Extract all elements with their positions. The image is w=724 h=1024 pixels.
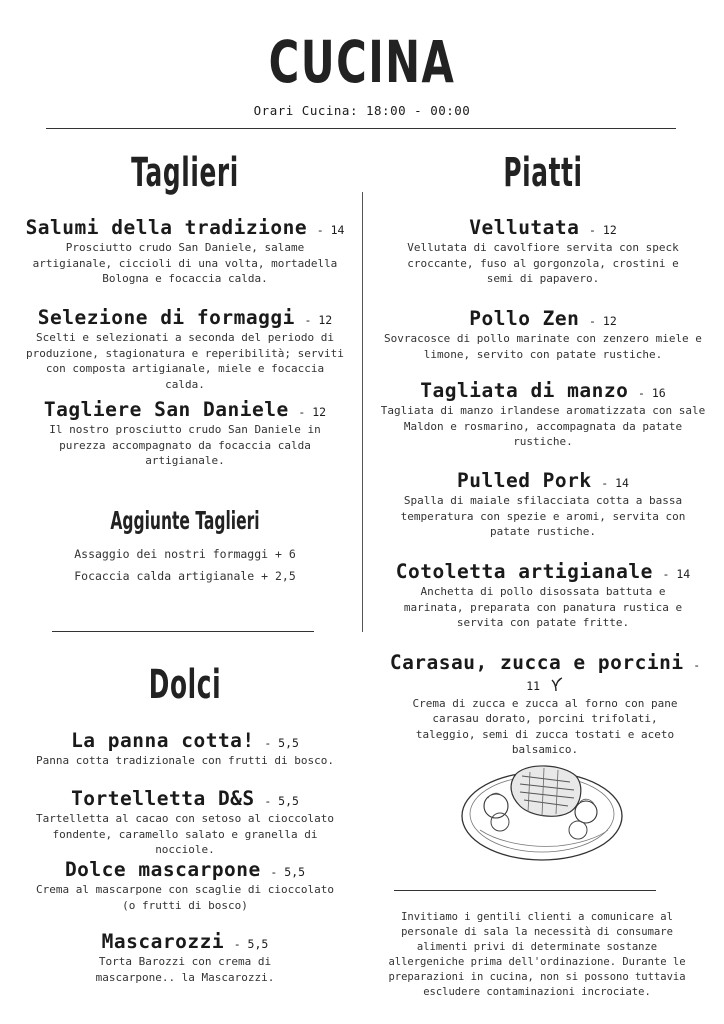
- menu-item: [22, 930, 348, 985]
- column-divider: [362, 192, 363, 632]
- menu-item: [22, 216, 348, 287]
- item-price: - 11: [526, 658, 701, 693]
- aggiunte-title: Aggiunte Taglieri: [110, 506, 260, 535]
- item-description: Sovracosce di pollo marinate con zenzero miele e limone, servito con patate rustiche.: [384, 332, 702, 361]
- item-price: - 12: [589, 223, 617, 237]
- item-description: Scelti e selezionati a seconda del periodo di produzione, stagionatura e reperibilità; serviti con composta artigianale, miele e focaccia calda.: [26, 331, 344, 391]
- item-name: Dolce mascarpone: [64, 858, 261, 881]
- item-description: Tartelletta al cacao con setoso al cioccolato fondente, caramello salato e granella di nocciole.: [35, 812, 334, 856]
- taglieri-title: Taglieri: [131, 150, 239, 196]
- page-title: CUCINA: [268, 28, 456, 96]
- item-name: Salumi della tradizione: [25, 216, 308, 239]
- item-description: Tagliata di manzo irlandese aromatizzata con sale Maldon e rosmarino, accompagnata da patate rustiche.: [380, 404, 706, 448]
- item-description: Prosciutto crudo San Daniele, salame artigianale, ciccioli di una volta, mortadella Bologna e focaccia calda.: [32, 241, 338, 285]
- menu-item: [380, 379, 706, 450]
- item-name: Pulled Pork: [457, 469, 592, 492]
- kitchen-hours: Orari Cucina: 18:00 - 00:00: [253, 103, 471, 118]
- menu-item: [22, 398, 348, 469]
- item-name: Mascarozzi: [101, 930, 225, 953]
- item-price: - 12: [589, 314, 617, 328]
- item-description: Anchetta di pollo disossata battuta e marinata, preparata con panatura rustica e servita con patate fritte.: [403, 585, 683, 629]
- item-description: Spalla di maiale sfilacciata cotta a bassa temperatura con spezie e aromi, servita con patate rustiche.: [400, 494, 686, 538]
- addon-list: [22, 543, 348, 587]
- dolci-title: Dolci: [148, 662, 222, 708]
- item-price: - 14: [662, 567, 691, 581]
- item-name: Pollo Zen: [469, 307, 580, 330]
- item-price: - 5,5: [264, 736, 299, 750]
- item-name: Tagliere San Daniele: [43, 398, 289, 421]
- item-price: - 5,5: [264, 794, 299, 808]
- item-name: Tortelletta D&S: [71, 787, 255, 810]
- item-description: Crema al mascarpone con scaglie di cioccolato (o frutti di bosco): [35, 883, 334, 912]
- item-price: - 16: [638, 386, 666, 400]
- menu-item: [22, 306, 348, 392]
- item-price: - 14: [316, 223, 345, 237]
- piatti-title: Piatti: [503, 150, 583, 196]
- header-divider: [46, 128, 676, 129]
- section-divider: [52, 631, 314, 632]
- menu-item: [22, 787, 348, 858]
- menu-item: [380, 307, 706, 362]
- menu-item: [22, 729, 348, 769]
- item-description: Vellutata di cavolfiore servita con speck croccante, fuso al gorgonzola, crostini e semi di papavero.: [407, 241, 679, 285]
- item-price: - 5,5: [233, 937, 269, 951]
- leaf-icon: [550, 676, 564, 696]
- item-name: Cotoletta artigianale: [395, 560, 653, 583]
- item-description: Panna cotta tradizionale con frutti di bosco.: [35, 754, 334, 767]
- item-name: La panna cotta!: [71, 729, 255, 752]
- addon-item: Focaccia calda artigianale + 2,5: [74, 569, 296, 583]
- item-description: Il nostro prosciutto crudo San Daniele in purezza accompagnato da focaccia calda artigianale.: [49, 423, 321, 467]
- item-name: Selezione di formaggi: [37, 306, 295, 329]
- item-price: - 14: [601, 476, 629, 490]
- item-price: - 12: [298, 405, 327, 419]
- menu-item: [380, 651, 710, 758]
- addon-item: Assaggio dei nostri formaggi + 6: [74, 547, 296, 561]
- item-name: Vellutata: [469, 216, 580, 239]
- item-price: - 12: [304, 313, 333, 327]
- footer-divider: [394, 890, 656, 891]
- menu-item: [380, 560, 706, 631]
- allergen-notice: Invitiamo i gentili clienti a comunicare al personale di sala la necessità di consumare alimenti privi di determinate sostanze allergeniche prima dell'ordinazione. Durante le preparazioni in cucina, non si possono tuttavia escludere contaminazioni incrociate.: [388, 911, 686, 998]
- menu-item: [380, 469, 706, 540]
- item-description: Crema di zucca e zucca al forno con pane carasau dorato, porcini trifolati, taleggio, semi di zucca tostati e aceto balsamico.: [412, 696, 678, 756]
- item-description: Torta Barozzi con crema di mascarpone.. la Mascarozzi.: [95, 955, 275, 984]
- item-price: - 5,5: [270, 865, 306, 879]
- plate-illustration: [458, 752, 628, 870]
- menu-item: [22, 858, 348, 913]
- menu-item: [380, 216, 706, 287]
- item-name: Carasau, zucca e porcini: [389, 651, 684, 674]
- item-name: Tagliata di manzo: [420, 379, 629, 402]
